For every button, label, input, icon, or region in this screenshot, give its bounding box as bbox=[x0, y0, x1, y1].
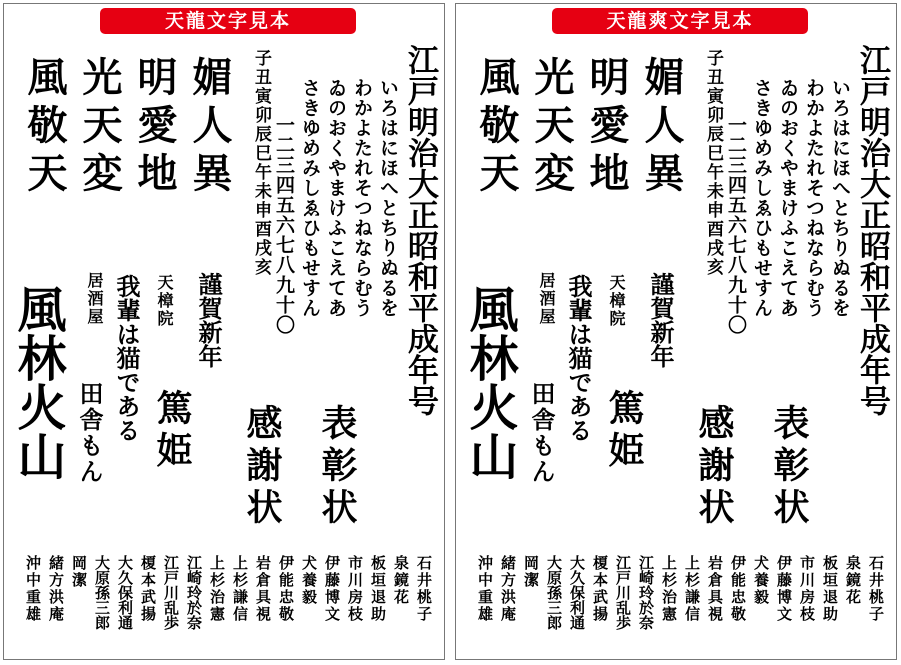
name-column: 上杉治憲 bbox=[208, 555, 226, 623]
name-column: 泉鏡花 bbox=[392, 555, 410, 606]
font-sample-panel-tenryu-so bbox=[455, 3, 897, 660]
atsuhime-text: 篤姫 bbox=[151, 389, 193, 473]
kansha-text: 感謝状 bbox=[693, 404, 735, 530]
iroha-column-4: さきゆめみしゑひもせすん bbox=[299, 78, 321, 318]
name-column: 市川房枝 bbox=[798, 555, 816, 623]
big-kanji-column-2: 明愛地 bbox=[583, 56, 630, 200]
new-year-greeting: 謹賀新年 bbox=[194, 272, 223, 368]
kansha-text: 感謝状 bbox=[241, 404, 283, 530]
zodiac-column: 子丑寅卯辰巳午未申酉戌亥 bbox=[703, 49, 723, 277]
fuurin-kazan-text: 風林火山 bbox=[462, 284, 520, 480]
name-column: 板垣退助 bbox=[369, 555, 387, 623]
name-column: 泉鏡花 bbox=[844, 555, 862, 606]
big-kanji-column-1: 媚人異 bbox=[638, 56, 685, 200]
name-column: 伊藤博文 bbox=[323, 555, 341, 623]
name-column: 伊能忠敬 bbox=[277, 555, 295, 623]
name-column: 上杉謙信 bbox=[231, 555, 249, 623]
atsuhime-text: 篤姫 bbox=[603, 389, 645, 473]
hyosho-text: 表彰状 bbox=[768, 404, 810, 530]
inakamon-text: 田舎もん bbox=[75, 381, 104, 485]
big-kanji-column-1: 媚人異 bbox=[186, 56, 233, 200]
inakamon-text: 田舎もん bbox=[527, 381, 556, 485]
iroha-column-2: わかよたれそつねならむう bbox=[803, 78, 825, 318]
name-column: 岩倉具視 bbox=[706, 555, 724, 623]
name-column: 緒方洪庵 bbox=[499, 555, 517, 623]
wagahai-text: 我輩は猫である bbox=[564, 274, 593, 442]
iroha-column-3: ゐのおくやまけふこえてあ bbox=[325, 78, 347, 318]
name-column: 大原孫三郎 bbox=[545, 555, 563, 630]
era-names-column: 江戸明治大正昭和平成年号 bbox=[854, 44, 890, 416]
name-column: 上杉治憲 bbox=[660, 555, 678, 623]
name-column: 石井桃子 bbox=[415, 555, 433, 623]
big-kanji-column-2: 明愛地 bbox=[131, 56, 178, 200]
name-column: 大久保利通 bbox=[116, 555, 134, 630]
wagahai-text: 我輩は猫である bbox=[112, 274, 141, 442]
names-block bbox=[462, 555, 892, 655]
name-column: 沖中重雄 bbox=[476, 555, 494, 623]
new-year-greeting: 謹賀新年 bbox=[646, 272, 675, 368]
big-kanji-column-3: 光天変 bbox=[528, 56, 575, 200]
name-column: 沖中重雄 bbox=[24, 555, 42, 623]
big-kanji-column-3: 光天変 bbox=[76, 56, 123, 200]
panel-title: 天龍文字見本 bbox=[100, 8, 356, 34]
name-column: 岡潔 bbox=[522, 555, 540, 589]
name-column: 江戸川乱歩 bbox=[614, 555, 632, 630]
name-column: 板垣退助 bbox=[821, 555, 839, 623]
tenshoin-text: 天樟院 bbox=[155, 274, 174, 328]
panel-title: 天龍爽文字見本 bbox=[552, 8, 808, 34]
iroha-column-4: さきゆめみしゑひもせすん bbox=[751, 78, 773, 318]
iroha-column-3: ゐのおくやまけふこえてあ bbox=[777, 78, 799, 318]
iroha-column-1: いろはにほへとちりぬるを bbox=[829, 78, 851, 318]
izakaya-text: 居酒屋 bbox=[85, 272, 104, 326]
font-sample-panel-tenryu bbox=[3, 3, 445, 660]
name-column: 伊能忠敬 bbox=[729, 555, 747, 623]
fuurin-kazan-text: 風林火山 bbox=[10, 284, 68, 480]
big-kanji-column-4: 風敬天 bbox=[473, 56, 520, 200]
name-column: 岩倉具視 bbox=[254, 555, 272, 623]
name-column: 犬養毅 bbox=[752, 555, 770, 606]
name-column: 榎本武揚 bbox=[591, 555, 609, 623]
name-column: 江崎玲於奈 bbox=[185, 555, 203, 630]
izakaya-text: 居酒屋 bbox=[537, 272, 556, 326]
name-column: 上杉謙信 bbox=[683, 555, 701, 623]
name-column: 江戸川乱歩 bbox=[162, 555, 180, 630]
name-column: 榎本武揚 bbox=[139, 555, 157, 623]
era-names-column: 江戸明治大正昭和平成年号 bbox=[402, 44, 438, 416]
kanji-numerals-column: 一二三四五六七八九十〇 bbox=[725, 115, 747, 335]
big-kanji-column-4: 風敬天 bbox=[21, 56, 68, 200]
name-column: 石井桃子 bbox=[867, 555, 885, 623]
iroha-column-1: いろはにほへとちりぬるを bbox=[377, 78, 399, 318]
name-column: 江崎玲於奈 bbox=[637, 555, 655, 630]
iroha-column-2: わかよたれそつねならむう bbox=[351, 78, 373, 318]
tenshoin-text: 天樟院 bbox=[607, 274, 626, 328]
name-column: 岡潔 bbox=[70, 555, 88, 589]
name-column: 緒方洪庵 bbox=[47, 555, 65, 623]
kanji-numerals-column: 一二三四五六七八九十〇 bbox=[273, 115, 295, 335]
name-column: 犬養毅 bbox=[300, 555, 318, 606]
hyosho-text: 表彰状 bbox=[316, 404, 358, 530]
name-column: 大久保利通 bbox=[568, 555, 586, 630]
name-column: 大原孫三郎 bbox=[93, 555, 111, 630]
name-column: 伊藤博文 bbox=[775, 555, 793, 623]
zodiac-column: 子丑寅卯辰巳午未申酉戌亥 bbox=[251, 49, 271, 277]
names-block bbox=[10, 555, 440, 655]
name-column: 市川房枝 bbox=[346, 555, 364, 623]
